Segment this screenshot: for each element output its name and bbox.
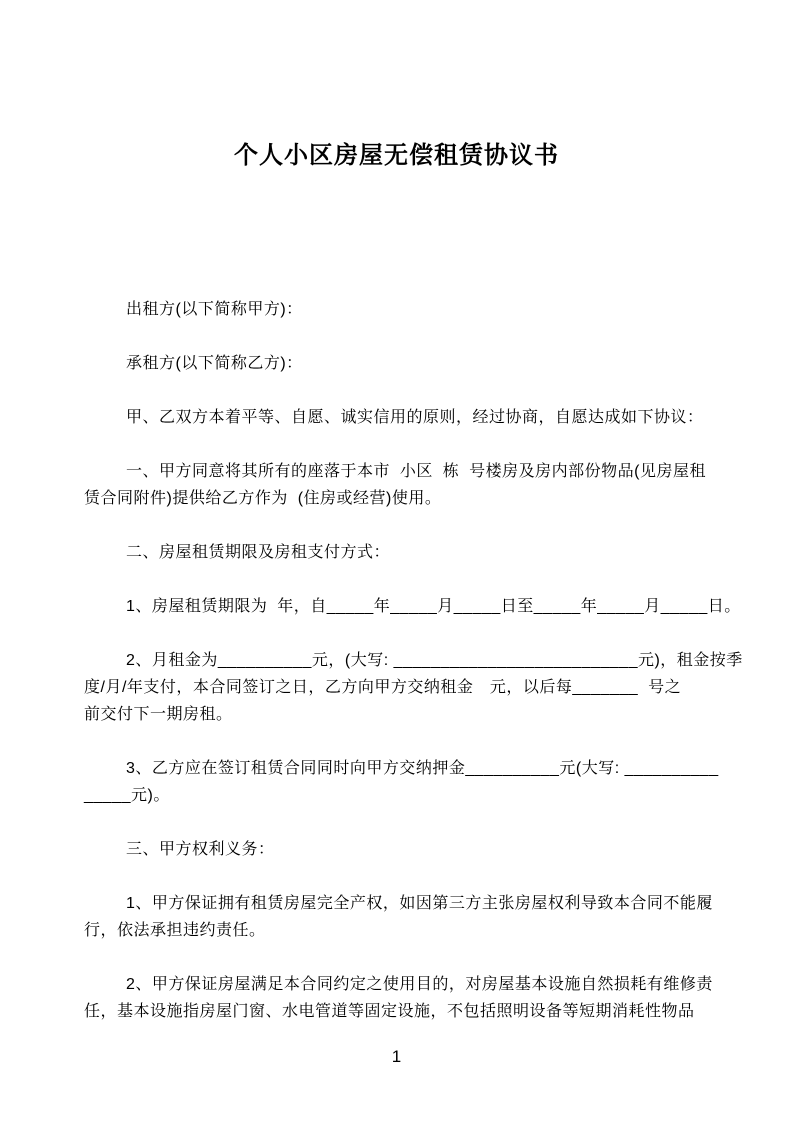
document-body (84, 296, 743, 1025)
paragraph-line: 1、甲方保证拥有租赁房屋完全产权，如因第三方主张房屋权利导致本合同不能履 (126, 895, 713, 912)
paragraph-line: 一、甲方同意将其所有的座落于本市 小区 栋 号楼房及房内部份物品(见房屋租 (126, 463, 707, 480)
paragraph (84, 539, 713, 566)
paragraph-line: 度/月/年支付，本合同签订之日，乙方向甲方交纳租金 元，以后每_______ 号之 (84, 679, 682, 696)
document-title: 个人小区房屋无偿租赁协议书 (234, 142, 559, 169)
paragraph-line: 1、房屋租赁期限为 年，自_____年_____月_____日至_____年_____月_____日。 (126, 598, 741, 615)
paragraph (84, 350, 713, 377)
paragraph-line: 行，依法承担违约责任。 (84, 922, 266, 939)
paragraph (84, 755, 719, 809)
paragraph (84, 404, 713, 431)
paragraph (84, 647, 743, 728)
page-number: 1 (391, 1047, 402, 1066)
paragraph-line: 三、甲方权利义务： (126, 841, 275, 858)
paragraph-line: 甲、乙双方本着平等、自愿、诚实信用的原则，经过协商，自愿达成如下协议： (126, 409, 704, 426)
paragraph-line: 任，基本设施指房屋门窗、水电管道等固定设施，不包括照明设备等短期消耗性物品 (84, 1003, 695, 1020)
paragraph-line: 3、乙方应在签订租赁合同同时向甲方交纳押金__________元(大写: __________ (126, 760, 719, 777)
paragraph (84, 836, 713, 863)
paragraph-line: _____元)。 (84, 787, 170, 804)
paragraph (84, 593, 741, 620)
paragraph-line: 承租方(以下简称乙方)： (126, 355, 303, 372)
paragraph-line: 赁合同附件)提供给乙方作为 (住房或经营)使用。 (84, 490, 442, 507)
paragraph-line: 2、月租金为__________元，(大写: __________________________元)，租金按季 (126, 652, 743, 669)
paragraph (84, 890, 713, 944)
paragraph-line: 前交付下一期房租。 (84, 706, 233, 723)
paragraph (84, 971, 713, 1025)
paragraph (84, 458, 713, 512)
paragraph-line: 2、甲方保证房屋满足本合同约定之使用目的，对房屋基本设施自然损耗有维修责 (126, 976, 713, 993)
paragraph (84, 296, 713, 323)
paragraph-line: 出租方(以下简称甲方)： (126, 301, 303, 318)
paragraph-line: 二、房屋租赁期限及房租支付方式： (126, 544, 391, 561)
